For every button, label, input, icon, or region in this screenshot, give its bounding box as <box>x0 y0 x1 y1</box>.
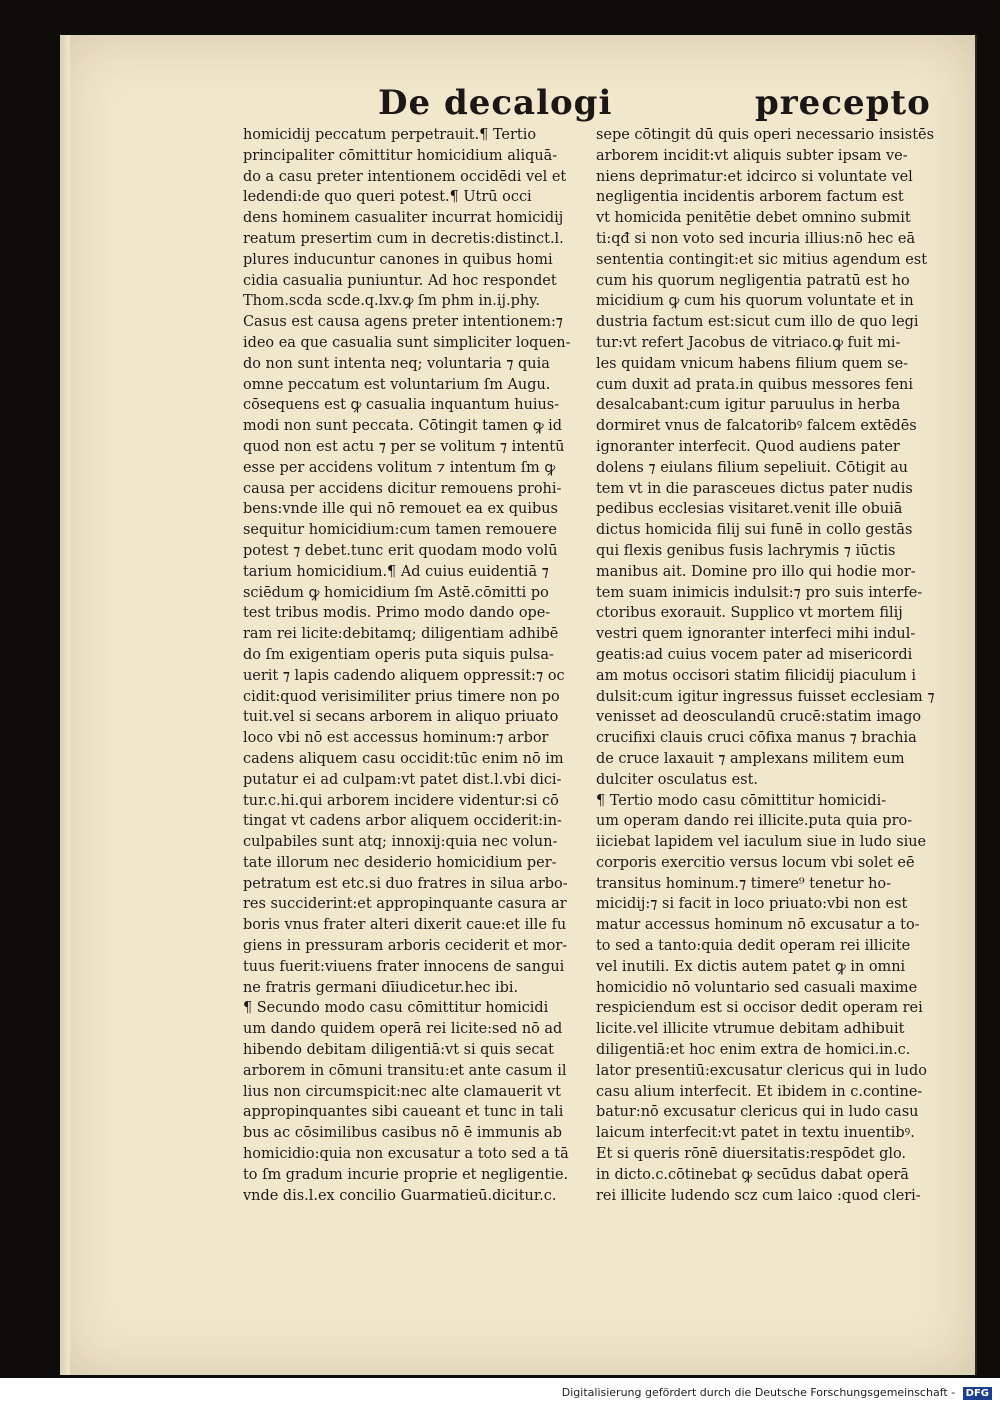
right-text-column <box>596 125 964 1206</box>
text-line: principaliter cōmittitur homicidium aliquā- <box>243 146 558 164</box>
text-line: qui flexis genibus fusis lachrymis ⁊ iūctis <box>596 541 896 559</box>
text-line: les quidam vnicum habens filium quem se- <box>596 354 909 372</box>
text-line: appropinquantes sibi caueant et tunc in tali <box>243 1103 564 1121</box>
text-line: sequitur homicidium:cum tamen remouere <box>243 521 557 539</box>
text-line: dustria factum est:sicut cum illo de quo legi <box>596 313 919 331</box>
text-line: iiciebat lapidem vel iaculum siue in ludo siue <box>596 833 927 851</box>
text-line: vnde dis.l.ex concilio Guarmatieū.dicitur.c. <box>243 1186 557 1204</box>
text-line: ideo ea que casualia sunt simpliciter loquen- <box>243 333 571 351</box>
text-line: venisset ad deosculandū crucē:statim imago <box>596 708 922 726</box>
text-line: potest ⁊ debet.tunc erit quodam modo volū <box>243 541 558 559</box>
text-line: uerit ⁊ lapis cadendo aliquem oppressit:⁊ oc <box>243 666 565 684</box>
text-line: ram rei licite:debitamq; diligentiam adhibē <box>243 625 559 643</box>
text-line: Et si queris rōnē diuersitatis:respōdet glo. <box>596 1145 906 1163</box>
credit-text: Digitalisierung gefördert durch die Deutsche Forschungsgemeinschaft - <box>561 1386 956 1399</box>
text-line: ¶ Secundo modo casu cōmittitur homicidi <box>243 999 549 1017</box>
text-line: homicidij peccatum perpetrauit.¶ Tertio <box>243 126 537 143</box>
text-line: tur.c.hi.qui arborem incidere videntur:si cō <box>243 791 559 809</box>
text-line: corporis exercitio versus locum vbi solet eē <box>596 853 915 871</box>
text-line: diligentiā:et hoc enim extra de homici.in.c. <box>596 1041 911 1059</box>
text-line: homicidio:quia non excusatur a toto sed a tā <box>243 1145 569 1163</box>
text-line: cidit:quod verisimiliter prius timere non po <box>243 687 560 705</box>
text-line: test tribus modis. Primo modo dando ope- <box>243 604 551 622</box>
text-line: esse per accidens volitum ⁊ intentum ſm ꝙ <box>243 458 556 476</box>
text-line: laicum interfecit:vt patet in textu inuentibꝰ. <box>596 1124 915 1142</box>
text-line: tuit.vel si secans arborem in aliquo priuato <box>243 708 559 726</box>
text-line: licite.vel illicite vtrumue debitam adhibuit <box>596 1020 905 1038</box>
text-line: tarium homicidium.¶ Ad cuius euidentiā ⁊ <box>243 562 549 580</box>
text-line: desalcabant:cum igitur paruulus in herba <box>596 396 901 414</box>
text-line: am motus occisori statim filicidij piaculum i <box>596 666 916 684</box>
text-line: tem suam inimicis indulsit:⁊ pro suis interfe- <box>596 583 923 601</box>
text-line: petratum est etc.si duo fratres in silua arbo- <box>243 874 568 892</box>
text-line: culpabiles sunt atq; innoxij:quia nec volun- <box>243 833 558 851</box>
text-line: manibus ait. Domine pro illo qui hodie mor- <box>596 562 916 580</box>
text-line: cadens aliquem casu occidit:tūc enim nō im <box>243 749 564 767</box>
text-line: causa per accidens dicitur remouens prohi- <box>243 479 562 497</box>
text-line: ti:qđ si non voto sed incuria illius:nō hec eā <box>596 229 916 247</box>
text-line: de cruce laxauit ⁊ amplexans militem eum <box>596 749 905 767</box>
text-line: vestri quem ignoranter interfeci mihi indul- <box>596 625 916 643</box>
text-line: micidij:⁊ si facit in loco priuato:vbi non est <box>596 895 908 913</box>
text-line: homicidio nō voluntario sed casuali maxime <box>596 978 918 996</box>
text-line: reatum presertim cum in decretis:distinct.l. <box>243 229 564 247</box>
text-line: do ſm exigentiam operis puta siquis pulsa- <box>243 645 554 663</box>
text-line: niens deprimatur:et idcirco si voluntate vel <box>596 167 913 185</box>
text-line: do a casu preter intentionem occidēdi vel et <box>243 167 567 185</box>
text-line: lius non circumspicit:nec alte clamauerit vt <box>243 1082 561 1100</box>
text-line: rei illicite ludendo scz cum laico :quod cleri- <box>596 1186 921 1204</box>
text-line: to sed a tanto:quia dedit operam rei illicite <box>596 937 911 955</box>
text-line: ne fratris germani dīiudicetur.hec ibi. <box>243 978 519 996</box>
text-line: putatur ei ad culpam:vt patet dist.l.vbi dici- <box>243 770 562 788</box>
text-line: geatis:ad cuius vocem pater ad misericordi <box>596 645 913 663</box>
text-line: bens:vnde ille qui nō remouet ea ex quibus <box>243 500 558 518</box>
text-line: loco vbi nō est accessus hominum:⁊ arbor <box>243 729 549 747</box>
text-line: giens in pressuram arboris ceciderit et mor- <box>243 937 568 955</box>
book-page <box>60 35 977 1375</box>
text-line: tate illorum nec desiderio homicidium per- <box>243 853 557 871</box>
text-line: casu alium interfecit. Et ibidem in c.contine- <box>596 1082 923 1100</box>
text-line: res succiderint:et appropinquante casura ar <box>243 895 567 913</box>
text-line: ctoribus exorauit. Supplico vt mortem filij <box>596 604 903 622</box>
text-line: ignoranter interfecit. Quod audiens pater <box>596 437 900 455</box>
text-line: ledendi:de quo queri potest.¶ Utrū occi <box>243 188 532 206</box>
text-line: do non sunt intenta neq; voluntaria ⁊ quia <box>243 354 550 372</box>
text-line: dormiret vnus de falcatoribꝰ falcem extēdēs <box>596 417 917 435</box>
text-line: transitus hominum.⁊ timere⁹ tenetur ho- <box>596 874 892 892</box>
text-line: in dicto.c.cōtinebat ꝙ secūdus dabat operā <box>596 1165 909 1183</box>
text-line: micidium ꝙ cum his quorum voluntate et in <box>596 292 914 310</box>
text-line: boris vnus frater alteri dixerit caue:et ille fu <box>243 916 567 934</box>
text-line: quod non est actu ⁊ per se volitum ⁊ intentū <box>243 437 565 455</box>
text-line: cum his quorum negligentia patratū est ho <box>596 271 910 289</box>
text-line: sepe cōtingit dū quis operi necessario insistēs <box>596 126 935 143</box>
text-line: respiciendum est si occisor dedit operam rei <box>596 999 923 1017</box>
text-line: bus ac cōsimilibus casibus nō ē immunis ab <box>243 1124 562 1142</box>
text-line: plures inducuntur canones in quibus homi <box>243 250 553 268</box>
text-line: to ſm gradum incurie proprie et negligentie. <box>243 1165 569 1183</box>
text-line: vt homicida penitētie debet omnino submit <box>596 209 911 227</box>
text-line: ¶ Tertio modo casu cōmittitur homicidi- <box>596 791 887 809</box>
text-line: tingat vt cadens arbor aliquem occiderit:in- <box>243 812 562 830</box>
digitization-credit <box>562 1386 992 1400</box>
text-line: dictus homicida filij sui funē in collo gestās <box>596 521 913 539</box>
text-line: cōsequens est ꝙ casualia inquantum huius- <box>243 396 560 414</box>
text-line: um dando quidem operā rei licite:sed nō ad <box>243 1020 563 1038</box>
text-line: Thom.scda scde.q.lxv.ꝙ ſm phm in.ij.phy. <box>243 292 540 310</box>
text-line: tuus fuerit:viuens frater innocens de sangui <box>243 957 565 975</box>
text-line: lator presentiū:excusatur clericus qui in ludo <box>596 1061 927 1079</box>
text-line: omne peccatum est voluntarium ſm Augu. <box>243 375 551 393</box>
text-line: cum duxit ad prata.in quibus messores feni <box>596 375 913 393</box>
text-line: tur:vt refert Jacobus de vitriaco.ꝙ fuit mi- <box>596 333 901 351</box>
text-line: hibendo debitam diligentiā:vt si quis secat <box>243 1041 554 1059</box>
text-line: arborem incidit:vt aliquis subter ipsam ve- <box>596 146 908 164</box>
text-line: um operam dando rei illicite.puta quia pro- <box>596 812 913 830</box>
text-line: tem vt in die parasceues dictus pater nudis <box>596 479 913 497</box>
text-line: negligentia incidentis arborem factum est <box>596 188 904 206</box>
running-head-right: precepto <box>755 83 931 123</box>
text-line: modi non sunt peccata. Cōtingit tamen ꝙ id <box>243 417 563 435</box>
text-line: sententia contingit:et sic mitius agendum est <box>596 250 928 268</box>
left-text-column <box>243 125 598 1206</box>
text-line: dulsit:cum igitur ingressus fuisset ecclesiam ⁊ <box>596 687 935 705</box>
text-line: vel inutili. Ex dictis autem patet ꝙ in omni <box>596 957 906 975</box>
text-line: matur accessus hominum nō excusatur a to- <box>596 916 920 934</box>
text-line: dens hominem casualiter incurrat homicidij <box>243 209 564 227</box>
dfg-logo: DFG <box>963 1387 992 1400</box>
text-line: dolens ⁊ eiulans filium sepeliuit. Cōtigit au <box>596 458 909 476</box>
text-line: sciēdum ꝙ homicidium ſm Astē.cōmitti po <box>243 583 549 601</box>
text-line: cidia casualia puniuntur. Ad hoc respondet <box>243 271 557 289</box>
page-gutter <box>60 35 70 1375</box>
text-line: pedibus ecclesias visitaret.venit ille obuiā <box>596 500 903 518</box>
text-line: crucifixi clauis cruci cōfixa manus ⁊ brachia <box>596 729 917 747</box>
running-head-left: De decalogi <box>378 83 613 123</box>
text-line: dulciter osculatus est. <box>596 770 758 788</box>
text-line: Casus est causa agens preter intentionem:⁊ <box>243 313 564 331</box>
text-line: batur:nō excusatur clericus qui in ludo casu <box>596 1103 919 1121</box>
text-line: arborem in cōmuni transitu:et ante casum il <box>243 1061 567 1079</box>
